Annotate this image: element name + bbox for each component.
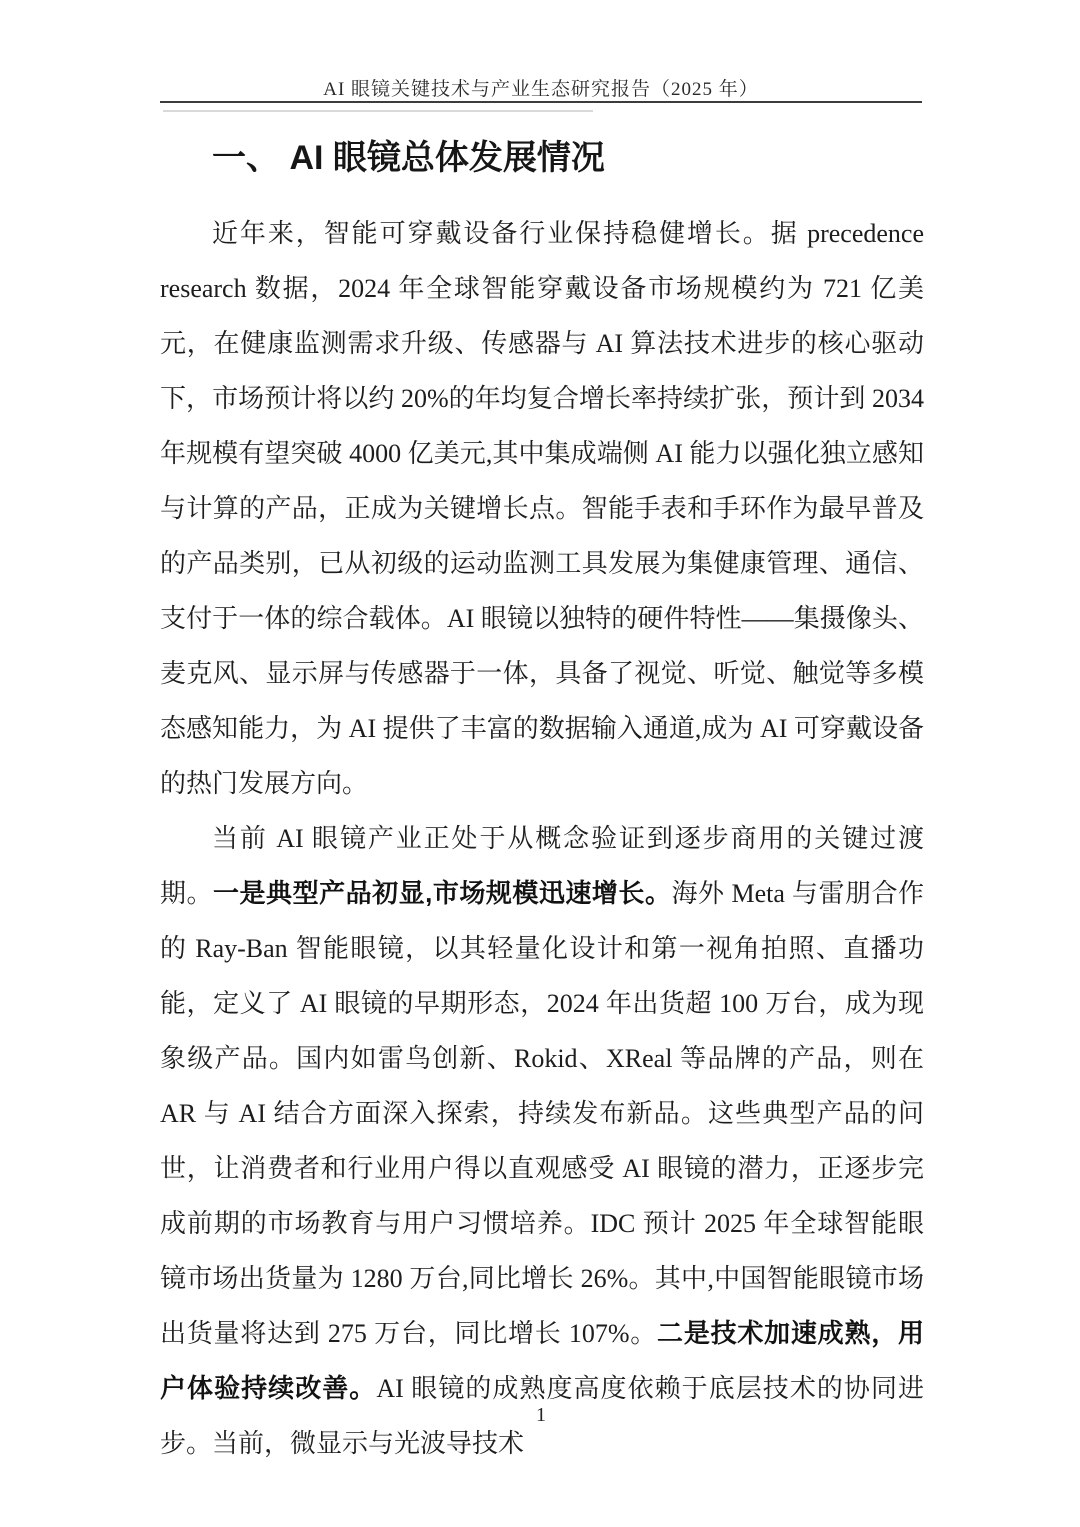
paragraph-2-segment: 海外 Meta 与雷朋合作的 Ray-Ban 智能眼镜，以其轻量化设计和第一视角拍照、直播功能，定义了 AI 眼镜的早期形态，2024 年出货超 100 万台，成为现象级产品。国内如雷鸟创新、Rokid、XReal 等品牌的产品，则在 AR 与 AI 结合方面深入探索，持续发布新品。这些典型产品的问世，让消费者和行业用户得以直观感受 AI 眼镜的潜力，正逐步完成前期的市场教育与用户习惯培养。IDC 预计 2025 年全球智能眼镜市场出货量为 1280 万台,同比增长 26%。其中,中国智能眼镜市场出货量将达到 275 万台，同比增长 107%。	[160, 879, 924, 1348]
header-rule-shadow	[163, 110, 593, 112]
paragraph-2-bold-point-1: 一是典型产品初显,市场规模迅速增长。	[213, 878, 672, 908]
header-rule	[160, 101, 922, 103]
document-body	[160, 136, 924, 1471]
paragraph-2	[160, 811, 924, 1471]
paragraph-1: 近年来，智能可穿戴设备行业保持稳健增长。据 precedence research 数据，2024 年全球智能穿戴设备市场规模约为 721 亿美元，在健康监测需求升级、传感器与 AI 算法技术进步的核心驱动下，市场预计将以约 20%的年均复合增长率持续扩张，预计到 2034 年规模有望突破 4000 亿美元,其中集成端侧 AI 能力以强化独立感知与计算的产品，正成为关键增长点。智能手表和手环作为最早普及的产品类别，已从初级的运动监测工具发展为集健康管理、通信、支付于一体的综合载体。AI 眼镜以独特的硬件特性——集摄像头、麦克风、显示屏与传感器于一体，具备了视觉、听觉、触觉等多模态感知能力，为 AI 提供了丰富的数据输入通道,成为 AI 可穿戴设备的热门发展方向。	[160, 219, 924, 798]
running-header-title: AI 眼镜关键技术与产业生态研究报告（2025 年）	[323, 79, 759, 100]
section-heading: 一、 AI 眼镜总体发展情况	[212, 139, 605, 177]
paragraph-2-bold-point-2: 二是技术加速成熟，用户体验持续改善。	[160, 1318, 924, 1403]
paragraph-2-segment: AI 眼镜的成熟度高度依赖于底层技术的协同进步。当前，微显示与光波导技术	[160, 1374, 924, 1458]
paragraph-2-segment: 当前 AI 眼镜产业正处于从概念验证到逐步商用的关键过渡期。	[160, 824, 924, 908]
page-number: 1	[536, 1404, 546, 1426]
